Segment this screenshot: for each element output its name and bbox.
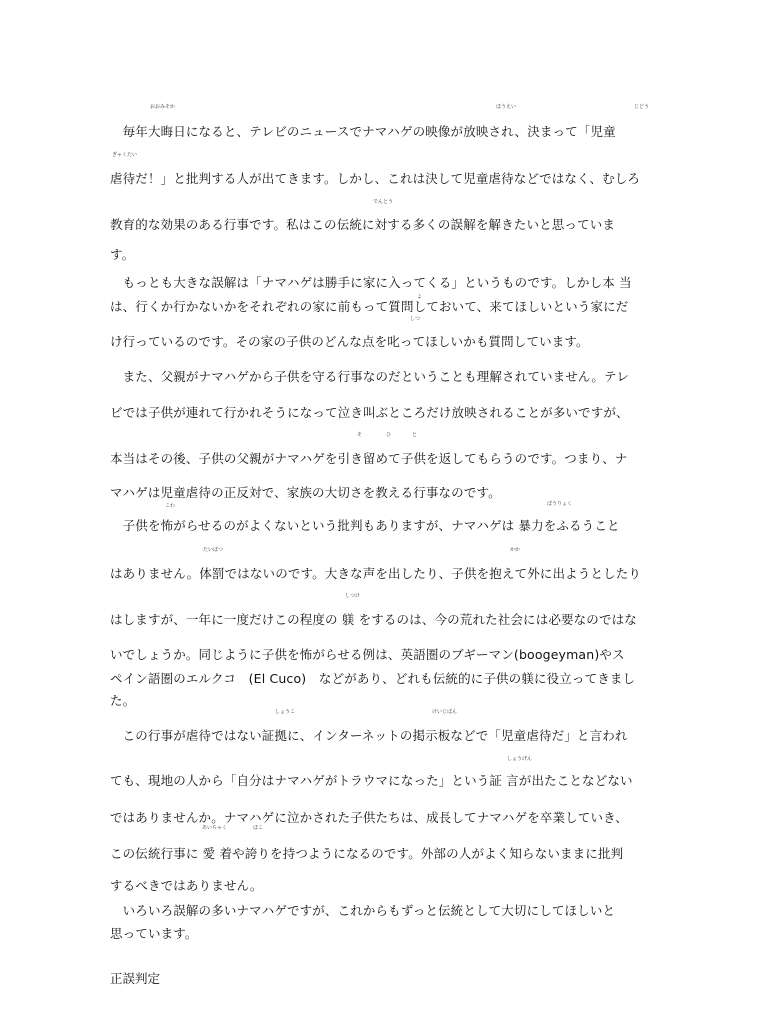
furigana-dentou: でんとう bbox=[373, 199, 394, 205]
furigana-shouko: しょうこ bbox=[275, 709, 296, 715]
paragraph-4-line-6: た。 bbox=[110, 693, 136, 708]
paragraph-1-line-3: 教育的な効果のある行事です。私はこの伝統に対する多くの誤解を解きたいと思っていま bbox=[110, 217, 616, 232]
paragraph-3-line-1: また、父親がナマハゲから子供を守る行事なのだということも理解されていません。テレ bbox=[110, 369, 630, 384]
furigana-hi: ひ bbox=[386, 432, 392, 438]
paragraph-5-line-4: この伝統行事に 愛 着や誇りを持つようになるのです。外部の人がよく知らないままに批判 bbox=[110, 846, 624, 861]
paragraph-6-line-1: いろいろ誤解の多いナマハゲですが、これからもずっと伝統として大切にしてほしいと bbox=[110, 903, 616, 918]
furigana-taibatsu: たいばつ bbox=[203, 547, 224, 553]
furigana-aichaku: あいちゃく bbox=[202, 825, 228, 831]
furigana-bouryoku: ぼうりょく bbox=[547, 501, 573, 507]
paragraph-4-line-2: はありません。体罰ではないのです。大きな声を出したり、子供を抱えて外に出ようとしたり bbox=[110, 566, 642, 581]
furigana-so: そ bbox=[357, 432, 363, 438]
paragraph-2-line-3: け行っているのです。その家の子供のどんな点を叱ってほしいかも質問しています。 bbox=[110, 334, 589, 349]
paragraph-3-line-2: ビでは子供が連れて行かれそうになって泣き叫ぶところだけ放映されることが多いですが、 bbox=[110, 405, 629, 420]
paragraph-2-line-1: もっとも大きな誤解は「ナマハゲは勝手に家に入ってくる」というものです。しかし本 当 bbox=[110, 275, 632, 290]
furigana-houei: ほうえい bbox=[496, 104, 517, 110]
paragraph-1-line-4: す。 bbox=[110, 247, 135, 262]
furigana-hoko: ほこ bbox=[253, 825, 264, 831]
furigana-to: と bbox=[412, 432, 418, 438]
paragraph-5-line-3: ではありませんか。ナマハゲに泣かされた子供たちは、成長してナマハゲを卒業していき、 bbox=[110, 810, 628, 825]
furigana-yo: よ bbox=[417, 294, 423, 300]
paragraph-1-line-2: 虐待だ！」と批判する人が出てきます。しかし、これは決して児童虐待などではなく、むしろ bbox=[110, 171, 641, 186]
paragraph-6-line-2: 思っています。 bbox=[110, 926, 198, 941]
paragraph-5-line-5: するべきではありません。 bbox=[110, 878, 263, 893]
furigana-shitsuke: しつけ bbox=[345, 593, 361, 599]
paragraph-3-line-3: 本当はその後、子供の父親がナマハゲを引き留めて子供を返してもらうのです。つまり、ナ bbox=[110, 451, 628, 466]
furigana-kaka: かか bbox=[510, 547, 521, 553]
paragraph-2-line-2: は、行くか行かないかをそれぞれの家に前もって質問しておいて、来てほしいという家にだ bbox=[110, 299, 629, 314]
paragraph-3-line-4: マハゲは児童虐待の正反対で、家族の大切さを教える行事なのです。 bbox=[110, 485, 501, 500]
furigana-oomisoka: おおみそか bbox=[150, 104, 176, 110]
furigana-shougen: しょうげん bbox=[507, 756, 533, 762]
paragraph-4-line-3: はしますが、一年に一度だけこの程度の 躾 をするのは、今の荒れた社会には必要なのではな bbox=[110, 612, 637, 627]
paragraph-4-line-4: いでしょうか。同じように子供を怖がらせる例は、英語圏のブギーマン(boogeyman)やス bbox=[110, 647, 625, 662]
paragraph-5-line-1: この行事が虐待ではない証拠に、インターネットの掲示板などで「児童虐待だ」と言われ bbox=[110, 728, 628, 743]
paragraph-1-line-1: 毎年大晦日になると、テレビのニュースでナマハゲの映像が放映され、決まって「児童 bbox=[110, 124, 616, 139]
furigana-keijiban: けいじばん bbox=[432, 709, 458, 715]
paragraph-5-line-2: ても、現地の人から「自分はナマハゲがトラウマになった」という証 言が出たことなどない bbox=[110, 773, 633, 788]
paragraph-4-line-5: ペイン語圏のエルクコ (El Cuco) などがあり、どれも伝統的に子供の躾に役立ってきまし bbox=[110, 671, 636, 686]
furigana-kowa: こわ bbox=[165, 503, 176, 509]
furigana-jidou: じどう bbox=[634, 104, 650, 110]
furigana-gyakutai: ぎゃくたい bbox=[112, 152, 138, 158]
paragraph-4-line-1: 子供を怖がらせるのがよくないという批判もありますが、ナマハゲは 暴力をふるうこと bbox=[110, 518, 620, 533]
footer-label: 正誤判定 bbox=[110, 971, 161, 986]
furigana-shitsu: しつ bbox=[410, 316, 421, 322]
